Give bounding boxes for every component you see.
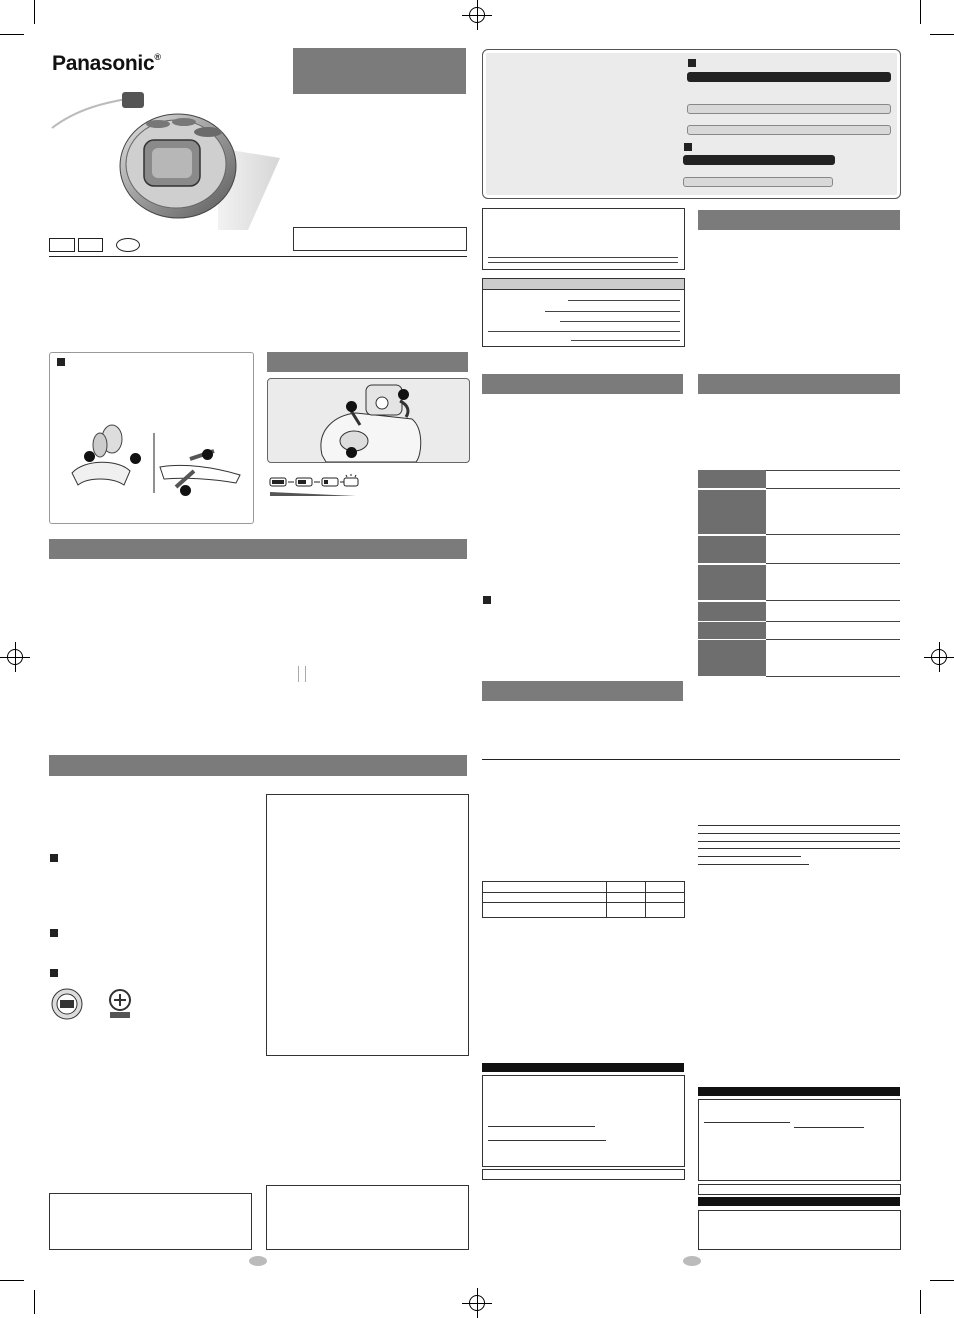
service-header-dark [482, 1063, 684, 1072]
contact-line [704, 1122, 790, 1123]
warranty-line [698, 833, 900, 834]
section-header-right-top [698, 210, 900, 230]
region-code-box [78, 238, 103, 252]
contact-line [794, 1127, 864, 1128]
contact-header-dark-2 [698, 1197, 900, 1206]
specs-header-strip [483, 279, 684, 290]
step-number-icon [346, 401, 357, 412]
crop-mark [34, 1290, 35, 1314]
table-row-label [698, 490, 766, 534]
registration-mark [0, 642, 30, 672]
table-row-divider [766, 639, 900, 640]
warranty-line [698, 848, 900, 849]
page-divider [482, 759, 900, 760]
spec-underline [545, 311, 680, 312]
warranty-line [698, 864, 809, 865]
section-marker-icon [57, 358, 65, 366]
section-header-right-lower [482, 681, 683, 701]
crop-mark [920, 0, 921, 24]
table-row-divider [766, 600, 900, 601]
accessories-box [482, 208, 685, 270]
contact-info-box-2 [698, 1210, 901, 1250]
service-footer-box [482, 1169, 685, 1180]
note-box-left [49, 1193, 252, 1250]
crop-mark [34, 0, 35, 24]
energy-efficiency-seal-icon [106, 988, 134, 1022]
service-line [488, 1140, 606, 1141]
table-row-divider [766, 534, 900, 535]
battery-install-illustration [267, 378, 470, 463]
eia-seal-icon [51, 988, 83, 1020]
registration-mark [924, 642, 954, 672]
contact-footer-box [698, 1184, 901, 1195]
warranty-line [698, 856, 801, 857]
crop-mark [930, 1280, 954, 1281]
section-marker-icon [50, 854, 58, 862]
section-header-batteries [267, 352, 468, 372]
feature-item-pill [687, 104, 891, 114]
spec-table-col-divider [645, 882, 646, 917]
note-box-right [266, 1185, 469, 1250]
feature-heading-pill [683, 155, 835, 165]
registered-mark: ® [154, 52, 161, 62]
section-header-operation [49, 539, 467, 559]
section-marker-icon [684, 143, 692, 151]
table-row-divider [766, 621, 900, 622]
section-marker-icon [50, 969, 58, 977]
features-panel [482, 49, 901, 199]
battery-two-thirds-icon [296, 478, 312, 486]
product-illustration [48, 88, 284, 230]
page-number-marker [249, 1256, 267, 1266]
wearing-illustration-panel [49, 352, 254, 524]
table-row-divider [766, 470, 900, 471]
table-row-label [698, 536, 766, 563]
step-number-icon [180, 485, 191, 496]
crop-mark [930, 34, 954, 35]
accessory-underline [488, 257, 678, 258]
warranty-line [698, 825, 900, 826]
brand-logo: Panasonic® [52, 52, 161, 75]
specs-box [482, 278, 685, 347]
spec-table-col-divider [606, 882, 607, 917]
service-info-box [482, 1075, 685, 1167]
title-panel [293, 48, 466, 94]
wrist-cuff-illustration [64, 423, 244, 503]
step-number-icon [202, 449, 213, 460]
service-line [488, 1126, 595, 1127]
section-header-right-mid-left [482, 374, 683, 394]
step-number-icon [84, 451, 95, 462]
section-marker-icon [50, 929, 58, 937]
contact-header-dark [698, 1087, 900, 1096]
section-header-right-mid-right [698, 374, 900, 394]
section-marker-icon [688, 59, 696, 67]
table-row-divider [766, 676, 900, 677]
accessory-underline [488, 262, 678, 263]
battery-compartment-illustration [316, 379, 426, 462]
model-number-box [293, 227, 467, 251]
warranty-line [698, 841, 900, 842]
spec-underline [571, 340, 680, 341]
table-row-label [698, 602, 766, 621]
spec-table-row-divider [483, 902, 684, 903]
feature-item-pill [687, 125, 891, 135]
table-row-label [698, 622, 766, 639]
region-code-box [49, 238, 75, 252]
spec-underline [560, 321, 680, 322]
tiny-note-marks [298, 666, 306, 682]
spec-underline [488, 331, 680, 332]
contact-info-box [698, 1099, 901, 1181]
crop-mark [0, 1280, 24, 1281]
table-row-divider [766, 563, 900, 564]
registration-mark [462, 0, 492, 30]
crop-mark [0, 34, 24, 35]
feature-heading-pill [687, 72, 891, 82]
spec-table-row-divider [483, 892, 684, 893]
crop-mark [920, 1290, 921, 1314]
table-row-label [698, 565, 766, 600]
table-row-label [698, 640, 766, 676]
warning-box-large [266, 794, 469, 1056]
battery-empty-blinking-icon [344, 474, 358, 486]
feature-item-pill [683, 177, 833, 187]
battery-indicator-sequence [268, 474, 360, 498]
page-number-marker [683, 1256, 701, 1266]
language-code-oval [116, 238, 140, 252]
table-row-divider [766, 488, 900, 489]
step-number-icon [398, 389, 409, 400]
battery-full-icon [270, 478, 286, 486]
spec-table [482, 881, 685, 918]
battery-one-third-icon [322, 478, 338, 486]
header-divider [49, 256, 467, 257]
spec-underline [568, 300, 680, 301]
step-number-icon [346, 447, 357, 458]
section-marker-icon [483, 596, 491, 604]
step-number-icon [130, 453, 141, 464]
table-row-label [698, 470, 766, 488]
section-header-care [49, 755, 467, 776]
